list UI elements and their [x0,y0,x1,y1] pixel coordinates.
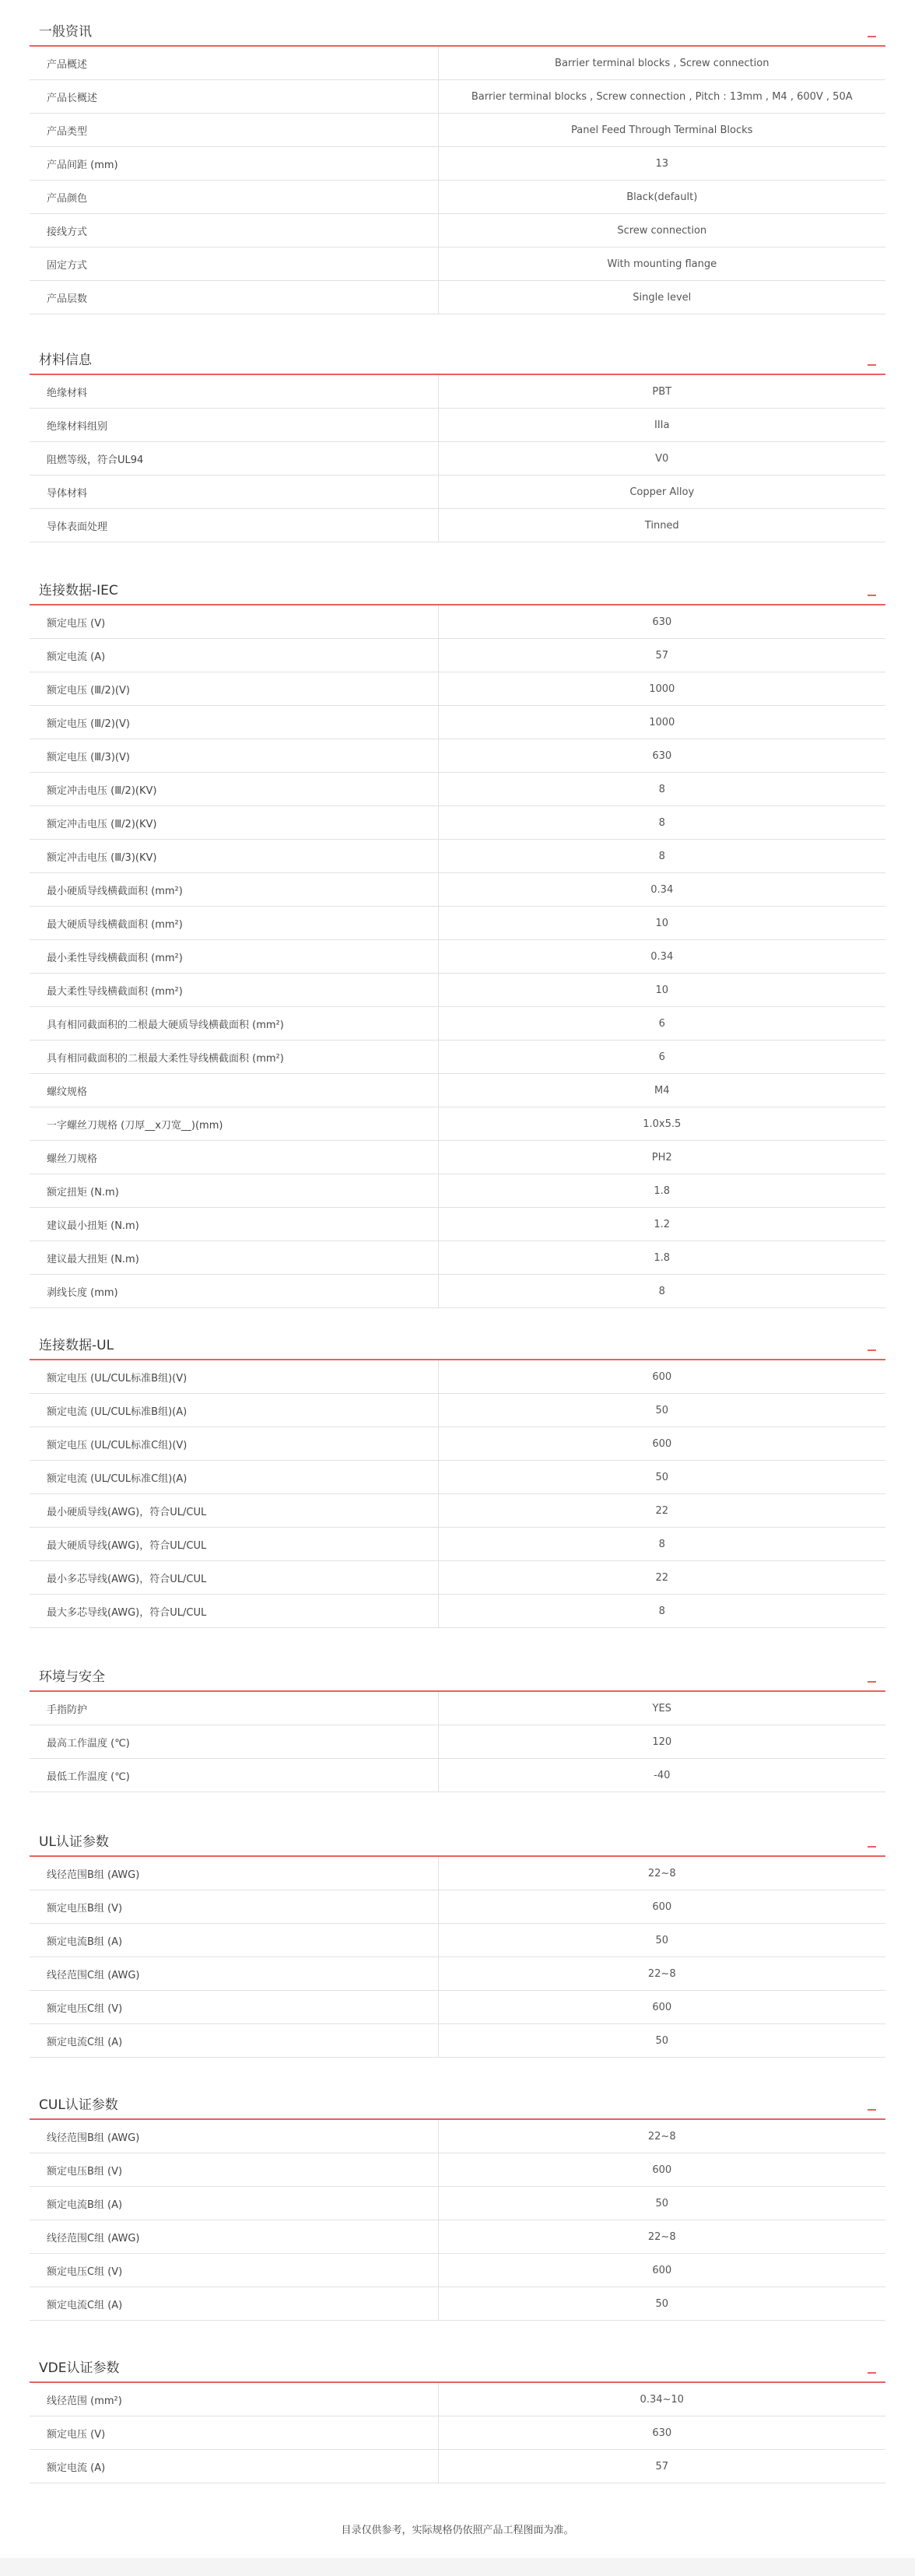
spec-table [30,47,885,314]
spec-value: 8 [438,773,885,806]
spec-row [30,1991,885,2024]
minus-icon [868,595,876,596]
section-header[interactable] [30,2350,885,2383]
section-header[interactable] [30,2087,885,2120]
collapse-toggle-button[interactable] [865,2361,878,2374]
spec-label: 产品长概述 [30,80,438,114]
spec-value: 22 [438,1494,885,1528]
spec-label: 额定电压 (V) [30,2416,438,2450]
spec-label: 手指防护 [30,1692,438,1725]
spec-row [30,1074,885,1107]
spec-label: 绝缘材料 [30,375,438,409]
section-title: 材料信息 [39,353,92,368]
spec-label: 最低工作温度 (℃) [30,1759,438,1792]
spec-row [30,114,885,147]
spec-value: Copper Alloy [438,476,885,509]
spec-label: 建议最小扭矩 (N.m) [30,1208,438,1241]
spec-table [30,375,885,542]
spec-value: Tinned [438,509,885,542]
collapse-toggle-button[interactable] [865,1835,878,1848]
spec-value: 630 [438,2416,885,2450]
spec-value: 8 [438,806,885,840]
collapse-toggle-button[interactable] [865,584,878,596]
spec-row [30,1924,885,1957]
spec-label: 额定冲击电压 (Ⅲ/2)(KV) [30,773,438,806]
spec-value: 8 [438,840,885,873]
spec-row [30,1857,885,1890]
spec-value: Barrier terminal blocks , Screw connection [438,47,885,80]
spec-section [30,2087,885,2321]
spec-value: 22 [438,1561,885,1595]
spec-row [30,214,885,247]
spec-label: 额定电压C组 (V) [30,2254,438,2287]
spec-value: 50 [438,1461,885,1494]
spec-label: 线径范围C组 (AWG) [30,1957,438,1991]
spec-row [30,1275,885,1308]
spec-value: 1.8 [438,1241,885,1275]
spec-row [30,739,885,773]
spec-row [30,2187,885,2220]
spec-label: 额定电压 (Ⅲ/3)(V) [30,739,438,773]
minus-icon [868,1846,876,1848]
spec-value: M4 [438,1074,885,1107]
spec-value: 0.34 [438,940,885,974]
spec-value: 1.0x5.5 [438,1107,885,1141]
collapse-toggle-button[interactable] [865,353,878,366]
spec-row [30,2383,885,2416]
spec-section [30,573,885,1308]
spec-value: 50 [438,1924,885,1957]
spec-value: 22~8 [438,2220,885,2254]
spec-label: 具有相同截面积的二根最大硬质导线横截面积 (mm²) [30,1007,438,1041]
spec-value: YES [438,1692,885,1725]
spec-label: 额定电压 (UL/CUL标准C组)(V) [30,1427,438,1461]
spec-value: 6 [438,1007,885,1041]
spec-label: 额定电压 (Ⅲ/2)(V) [30,706,438,739]
spec-value: 630 [438,605,885,639]
spec-value: 600 [438,1890,885,1924]
spec-row [30,2153,885,2187]
spec-value: 600 [438,2153,885,2187]
spec-section [30,342,885,542]
spec-row [30,1957,885,1991]
spec-value: 50 [438,2287,885,2321]
spec-label: 额定电流 (A) [30,639,438,672]
spec-label: 产品间距 (mm) [30,147,438,181]
spec-label: 额定电流B组 (A) [30,2187,438,2220]
spec-label: 产品类型 [30,114,438,147]
spec-row [30,2024,885,2058]
spec-value: 600 [438,1427,885,1461]
spec-row [30,409,885,442]
spec-row [30,840,885,873]
spec-section [30,1659,885,1792]
spec-value: 22~8 [438,1957,885,1991]
spec-value: 57 [438,2450,885,2483]
minus-icon [868,364,876,366]
spec-row [30,1494,885,1528]
spec-row [30,1007,885,1041]
spec-row [30,2120,885,2153]
spec-label: 额定电压 (Ⅲ/2)(V) [30,672,438,706]
spec-row [30,1890,885,1924]
spec-label: 最小柔性导线横截面积 (mm²) [30,940,438,974]
section-header[interactable] [30,14,885,47]
spec-label: 额定扭矩 (N.m) [30,1174,438,1208]
disclaimer-note: 目录仅供参考，实际规格仍依照产品工程图面为准。 [341,2525,574,2536]
spec-label: 额定电流 (UL/CUL标准C组)(A) [30,1461,438,1494]
spec-value: Black(default) [438,181,885,214]
spec-table [30,1360,885,1628]
spec-label: 线径范围C组 (AWG) [30,2220,438,2254]
spec-label: 线径范围B组 (AWG) [30,1857,438,1890]
collapse-toggle-button[interactable] [865,25,878,37]
spec-label: 接线方式 [30,214,438,247]
spec-table [30,2383,885,2483]
spec-row [30,1461,885,1494]
section-header[interactable] [30,1328,885,1360]
spec-row [30,706,885,739]
spec-label: 螺丝刀规格 [30,1141,438,1174]
spec-row [30,1528,885,1561]
spec-row [30,1692,885,1725]
spec-row [30,476,885,509]
spec-label: 具有相同截面积的二根最大柔性导线横截面积 (mm²) [30,1041,438,1074]
spec-label: 额定电流C组 (A) [30,2024,438,2058]
spec-label: 产品概述 [30,47,438,80]
spec-label: 最小多芯导线(AWG)，符合UL/CUL [30,1561,438,1595]
spec-value: 13 [438,147,885,181]
spec-row [30,47,885,80]
spec-row [30,1394,885,1427]
minus-icon [868,2372,876,2374]
spec-label: 额定电压C组 (V) [30,1991,438,2024]
spec-row [30,1141,885,1174]
spec-label: 线径范围B组 (AWG) [30,2120,438,2153]
spec-label: 阻燃等级，符合UL94 [30,442,438,476]
spec-label: 额定电流 (A) [30,2450,438,2483]
section-title: 一般资讯 [39,24,92,40]
section-title: VDE认证参数 [39,2360,120,2376]
spec-label: 额定电压B组 (V) [30,2153,438,2187]
collapse-toggle-button[interactable] [865,1339,878,1351]
spec-label: 额定电流 (UL/CUL标准B组)(A) [30,1394,438,1427]
spec-label: 最小硬质导线(AWG)，符合UL/CUL [30,1494,438,1528]
spec-row [30,974,885,1007]
minus-icon [868,1681,876,1683]
spec-table [30,605,885,1308]
spec-value: PBT [438,375,885,409]
spec-value: 8 [438,1275,885,1308]
spec-table [30,2120,885,2321]
minus-icon [868,2109,876,2111]
section-header[interactable] [30,1659,885,1692]
spec-value: 50 [438,2187,885,2220]
spec-label: 导体表面处理 [30,509,438,542]
spec-value: 1000 [438,672,885,706]
spec-row [30,806,885,840]
spec-row [30,1360,885,1394]
spec-label: 产品层数 [30,281,438,314]
spec-value: 1.2 [438,1208,885,1241]
spec-value: -40 [438,1759,885,1792]
spec-row [30,672,885,706]
spec-label: 额定电流C组 (A) [30,2287,438,2321]
spec-value: PH2 [438,1141,885,1174]
spec-label: 额定冲击电压 (Ⅲ/3)(KV) [30,840,438,873]
spec-row [30,2220,885,2254]
spec-row [30,1241,885,1275]
spec-table [30,1857,885,2058]
spec-value: 630 [438,739,885,773]
spec-row [30,873,885,907]
section-title: UL认证参数 [39,1834,109,1850]
spec-section [30,14,885,314]
spec-row [30,1427,885,1461]
spec-value: 120 [438,1725,885,1759]
spec-row [30,442,885,476]
spec-label: 最大硬质导线(AWG)，符合UL/CUL [30,1528,438,1561]
spec-label: 螺纹规格 [30,1074,438,1107]
spec-row [30,375,885,409]
spec-value: 600 [438,2254,885,2287]
spec-label: 固定方式 [30,247,438,281]
spec-label: 最大多芯导线(AWG)，符合UL/CUL [30,1595,438,1628]
spec-value: 10 [438,974,885,1007]
spec-value: 57 [438,639,885,672]
spec-row [30,2450,885,2483]
spec-label: 线径范围 (mm²) [30,2383,438,2416]
section-title: CUL认证参数 [39,2097,118,2113]
spec-row [30,1561,885,1595]
spec-row [30,509,885,542]
spec-row [30,1107,885,1141]
spec-value: 600 [438,1991,885,2024]
spec-row [30,1174,885,1208]
spec-label: 最小硬质导线横截面积 (mm²) [30,873,438,907]
spec-row [30,2287,885,2321]
spec-label: 剥线长度 (mm) [30,1275,438,1308]
spec-value: 0.34 [438,873,885,907]
spec-value: Barrier terminal blocks , Screw connection , Pitch : 13mm , M4 , 600V , 50A [438,80,885,114]
spec-label: 一字螺丝刀规格 (刀厚__x刀宽__)(mm) [30,1107,438,1141]
spec-value: 6 [438,1041,885,1074]
collapse-toggle-button[interactable] [865,1670,878,1683]
spec-value: 22~8 [438,1857,885,1890]
spec-row [30,281,885,314]
spec-label: 导体材料 [30,476,438,509]
spec-value: 600 [438,1360,885,1394]
spec-value: 8 [438,1528,885,1561]
spec-value: 8 [438,1595,885,1628]
spec-label: 额定电压 (UL/CUL标准B组)(V) [30,1360,438,1394]
spec-label: 额定电流B组 (A) [30,1924,438,1957]
spec-label: 建议最大扭矩 (N.m) [30,1241,438,1275]
spec-section [30,1328,885,1628]
spec-value: 1000 [438,706,885,739]
minus-icon [868,36,876,37]
spec-section [30,1824,885,2058]
section-header[interactable] [30,342,885,375]
spec-label: 最高工作温度 (℃) [30,1725,438,1759]
spec-value: Panel Feed Through Terminal Blocks [438,114,885,147]
spec-row [30,639,885,672]
spec-row [30,1595,885,1628]
section-title: 环境与安全 [39,1669,105,1685]
section-header[interactable] [30,573,885,605]
spec-section [30,2350,885,2483]
spec-label: 额定电压B组 (V) [30,1890,438,1924]
spec-label: 绝缘材料组别 [30,409,438,442]
spec-row [30,940,885,974]
spec-row [30,2254,885,2287]
spec-row [30,1208,885,1241]
spec-row [30,773,885,806]
spec-row [30,247,885,281]
footer-bar [0,2558,915,2576]
spec-value: 22~8 [438,2120,885,2153]
spec-row [30,1041,885,1074]
spec-value: 10 [438,907,885,940]
collapse-toggle-button[interactable] [865,2098,878,2111]
spec-row [30,2416,885,2450]
spec-label: 额定电压 (V) [30,605,438,639]
spec-value: Single level [438,281,885,314]
spec-value: V0 [438,442,885,476]
spec-table [30,1692,885,1792]
spec-value: Screw connection [438,214,885,247]
spec-row [30,181,885,214]
spec-value: 1.8 [438,1174,885,1208]
spec-row [30,605,885,639]
spec-value: 50 [438,1394,885,1427]
spec-row [30,80,885,114]
spec-row [30,907,885,940]
spec-label: 最大柔性导线横截面积 (mm²) [30,974,438,1007]
spec-value: 50 [438,2024,885,2058]
spec-value: IIIa [438,409,885,442]
spec-value: 0.34~10 [438,2383,885,2416]
spec-label: 额定冲击电压 (Ⅲ/2)(KV) [30,806,438,840]
spec-row [30,147,885,181]
spec-value: With mounting flange [438,247,885,281]
spec-row [30,1759,885,1792]
section-title: 连接数据-IEC [39,583,118,598]
spec-label: 产品颜色 [30,181,438,214]
spec-row [30,1725,885,1759]
section-header[interactable] [30,1824,885,1857]
section-title: 连接数据-UL [39,1338,114,1353]
minus-icon [868,1349,876,1351]
spec-label: 最大硬质导线横截面积 (mm²) [30,907,438,940]
